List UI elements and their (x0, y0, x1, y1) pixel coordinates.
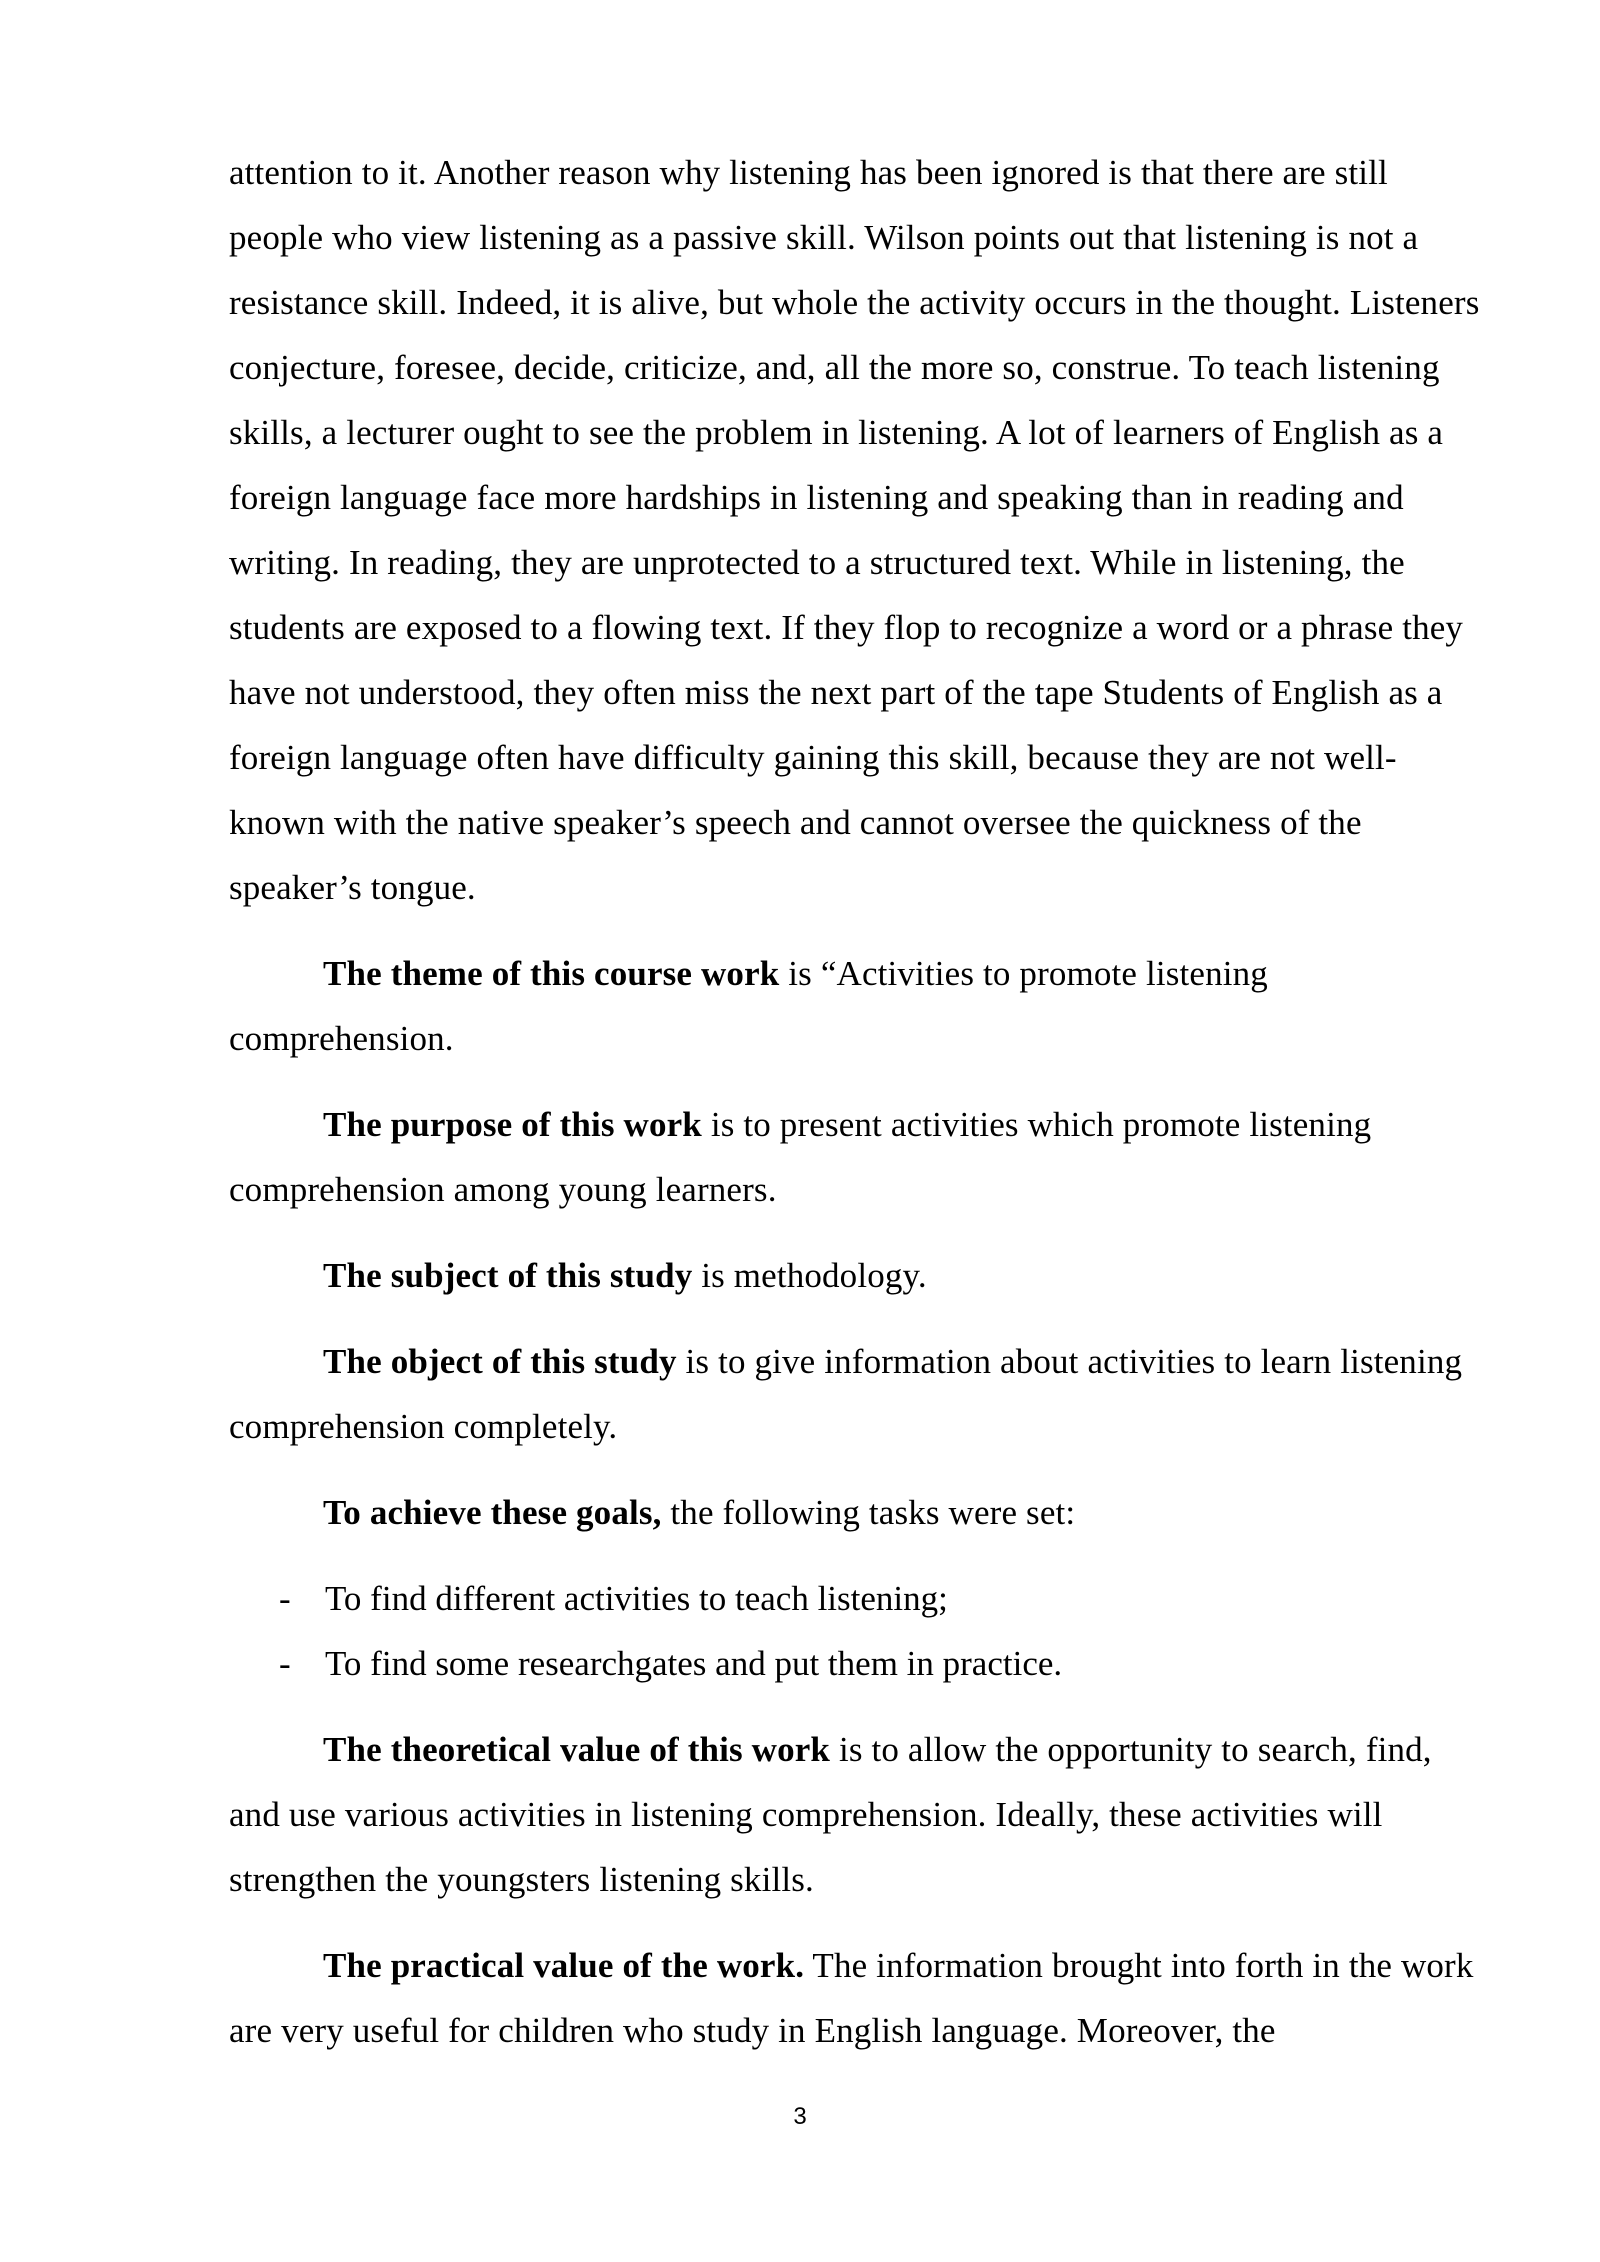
list-item-text: To find different activities to teach listening; (325, 1579, 948, 1618)
list-item-marker: - (279, 1579, 291, 1618)
purpose-label: The purpose of this work (323, 1105, 702, 1144)
theme-label: The theme of this course work (323, 954, 780, 993)
object-paragraph (229, 1329, 1489, 1459)
theme-text: is “Activities to promote listening comprehension. (229, 954, 1268, 1058)
object-text: is to give information about activities to learn listening comprehension completely. (229, 1342, 1463, 1446)
object-label: The object of this study (323, 1342, 677, 1381)
practical-value-label: The practical value of the work. (323, 1946, 805, 1985)
goals-text: the following tasks were set: (661, 1493, 1076, 1532)
page-number: 3 (793, 2103, 807, 2130)
theoretical-value-paragraph (229, 1717, 1489, 1912)
practical-value-paragraph (229, 1933, 1489, 2063)
tasks-list (229, 1566, 1489, 1696)
subject-paragraph (229, 1243, 1489, 1308)
goals-label: To achieve these goals, (323, 1493, 662, 1532)
goals-paragraph (229, 1480, 1489, 1545)
theoretical-value-label: The theoretical value of this work (323, 1730, 831, 1769)
purpose-paragraph (229, 1092, 1489, 1222)
intro-paragraph: attention to it. Another reason why listening has been ignored is that there are still people who view listening as a passive skill. Wilson points out that listening is not a resistance skill. Indeed, it is alive, but whole the activity occurs in the thought. Listeners conjecture, foresee, decide, criticize, and, all the more so, construe. To teach listening skills, a lecturer ought to see the problem in listening. A lot of learners of English as a foreign language face more hardships in listening and speaking than in reading and writing. In reading, they are unprotected to a structured text. While in listening, the students are exposed to a flowing text. If they flop to recognize a word or a phrase they have not understood, they often miss the next part of the tape Students of English as a foreign language often have difficulty gaining this skill, because they are not well-known with the native speaker’s speech and cannot oversee the quickness of the speaker’s tongue. (229, 153, 1480, 907)
list-item (229, 1631, 1489, 1696)
list-item (229, 1566, 1489, 1631)
subject-text: is methodology. (692, 1256, 927, 1295)
subject-label: The subject of this study (323, 1256, 693, 1295)
purpose-text: is to present activities which promote listening comprehension among young learners. (229, 1105, 1372, 1209)
page-body (229, 140, 1489, 2063)
theoretical-value-text: is to allow the opportunity to search, find, and use various activities in listening comprehension. Ideally, these activities will strengthen the youngsters listening skills. (229, 1730, 1432, 1899)
list-item-text: To find some researchgates and put them in practice. (325, 1644, 1063, 1683)
list-item-marker: - (279, 1644, 291, 1683)
theme-paragraph (229, 941, 1489, 1071)
practical-value-text: The information brought into forth in the work are very useful for children who study in English language. Moreover, the (229, 1946, 1474, 2050)
